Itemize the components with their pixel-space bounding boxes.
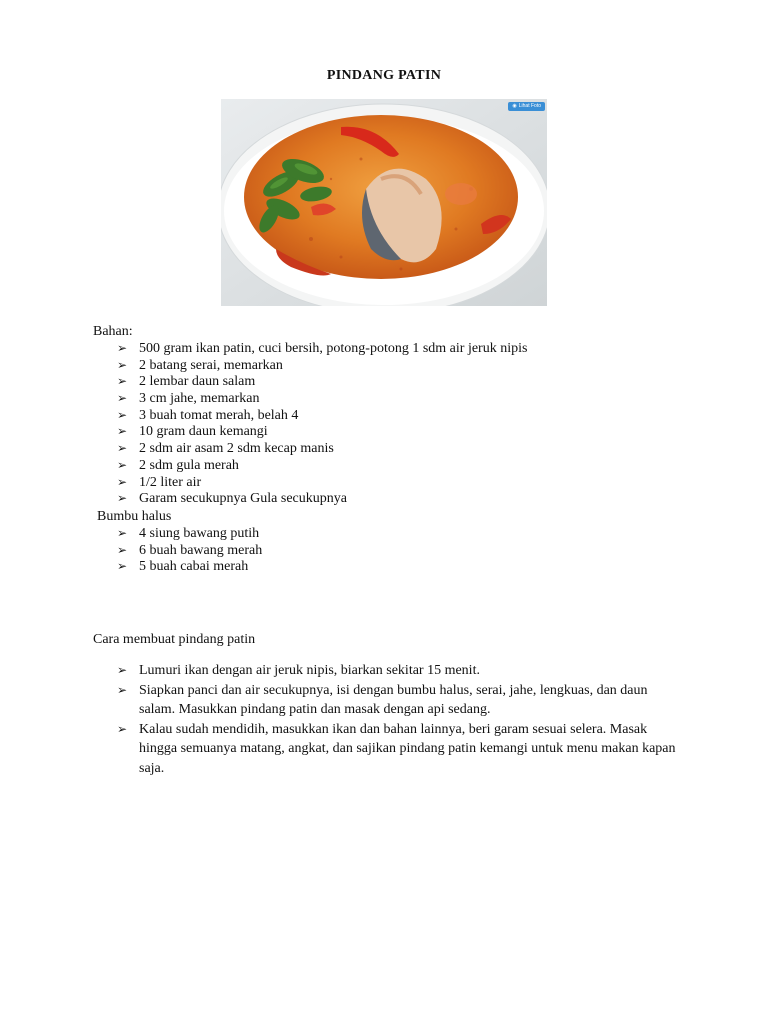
spice-item-text: 5 buah cabai merah (139, 559, 249, 575)
method-step-text: Siapkan panci dan air secukupnya, isi dengan bumbu halus, serai, jahe, lengkuas, dan daun salam. Masukkan pindang patin dan masak dengan api sedang. (139, 682, 648, 717)
spice-item (117, 558, 677, 575)
arrow-bullet-icon: ➢ (117, 474, 128, 489)
arrow-bullet-icon: ➢ (117, 559, 128, 574)
ingredient-item (117, 457, 677, 474)
ingredient-item (117, 440, 677, 457)
arrow-bullet-icon: ➢ (117, 357, 128, 372)
ingredient-item-text: 2 batang serai, memarkan (139, 357, 283, 373)
view-photo-button[interactable]: ◉ Lihat Foto (508, 102, 545, 111)
spice-paste-list (117, 525, 677, 575)
ingredient-item-text: 2 sdm gula merah (139, 457, 239, 473)
spice-item-text: 6 buah bawang merah (139, 542, 263, 558)
soup-bowl-illustration (221, 99, 547, 306)
ingredient-item-text: 10 gram daun kemangi (139, 424, 268, 440)
method-steps-list (117, 661, 677, 778)
eye-icon: ◉ (512, 103, 517, 109)
arrow-bullet-icon: ➢ (117, 341, 128, 355)
ingredient-item (117, 373, 677, 390)
ingredient-item (117, 474, 677, 491)
ingredient-item (117, 490, 677, 507)
method-step (117, 720, 677, 779)
method-step (117, 661, 677, 681)
spice-item (117, 542, 677, 559)
arrow-bullet-icon: ➢ (117, 682, 128, 697)
arrow-bullet-icon: ➢ (117, 526, 128, 540)
arrow-bullet-icon: ➢ (117, 457, 128, 472)
ingredient-item (117, 357, 677, 374)
page-title: PINDANG PATIN (326, 68, 442, 83)
ingredient-item-text: 3 cm jahe, memarkan (139, 391, 260, 407)
ingredient-item-text: 1/2 liter air (139, 474, 202, 490)
spice-item (117, 525, 677, 542)
arrow-bullet-icon: ➢ (117, 424, 128, 439)
arrow-bullet-icon: ➢ (117, 542, 128, 557)
arrow-bullet-icon: ➢ (117, 721, 128, 736)
spice-item-text: 4 siung bawang putih (139, 526, 260, 541)
arrow-bullet-icon: ➢ (117, 374, 128, 389)
ingredient-item-text: 2 sdm air asam 2 sdm kecap manis (139, 441, 334, 457)
arrow-bullet-icon: ➢ (117, 391, 128, 406)
ingredient-item-text: 3 buah tomat merah, belah 4 (139, 407, 299, 423)
ingredients-list (117, 340, 677, 507)
ingredients-heading: Bahan: (93, 324, 133, 339)
method-step-text: Kalau sudah mendidih, masukkan ikan dan bahan lainnya, beri garam sesuai selera. Masak hingga semuanya matang, angkat, dan sajikan pindang patin kemangi untuk menu makan kapan saja. (139, 721, 676, 776)
ingredient-item-text: 2 lembar daun salam (139, 374, 256, 390)
method-heading: Cara membuat pindang patin (93, 632, 256, 647)
ingredient-item (117, 340, 677, 357)
arrow-bullet-icon: ➢ (117, 491, 128, 506)
ingredient-item-text: 500 gram ikan patin, cuci bersih, potong-potong 1 sdm air jeruk nipis (139, 341, 528, 356)
method-step-text: Lumuri ikan dengan air jeruk nipis, biarkan sekitar 15 menit. (139, 663, 480, 678)
spice-paste-heading: Bumbu halus (97, 509, 172, 524)
arrow-bullet-icon: ➢ (117, 441, 128, 456)
ingredient-item-text: Garam secukupnya Gula secukupnya (139, 491, 347, 507)
ingredient-item (117, 390, 677, 407)
ingredient-item (117, 407, 677, 424)
method-step (117, 681, 677, 720)
ingredient-item (117, 423, 677, 440)
arrow-bullet-icon: ➢ (117, 663, 128, 677)
arrow-bullet-icon: ➢ (117, 407, 128, 422)
pindang-patin-photo (221, 99, 547, 306)
